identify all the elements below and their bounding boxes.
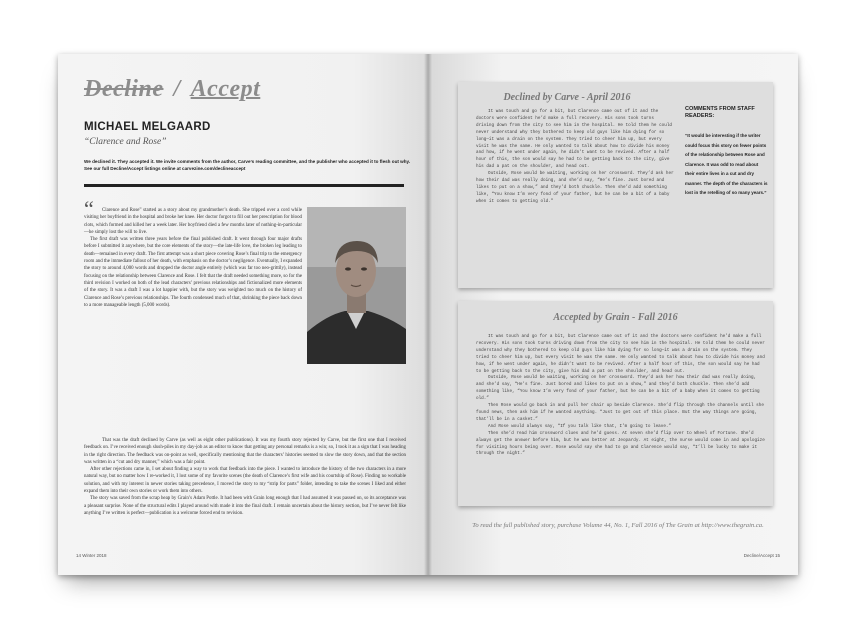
essay-column xyxy=(84,207,302,309)
page-title xyxy=(84,76,260,103)
accepted-excerpt xyxy=(476,334,766,458)
excerpt-paragraph: Outside, Rose would be waiting, working on her crossword. They’d ask her how their dad was really doing, and she’d say, “He’s fine. Just bored and likes to put on a show,” and they’d both chuckle. Then she’d add something like, “You know I’m very fond of your father, but he can be a bit of a baby when it comes to getting old.” xyxy=(476,375,760,402)
purchase-note: To read the full published story, purchase Volume 44, No. 1, Fall 2016 of The Grain at http://www.thegrain.ca. xyxy=(472,522,764,529)
divider-rule xyxy=(84,184,404,187)
excerpt-paragraph: It was touch and go for a bit, but Clarence came out of it and the doctors were confident he’d make a full recovery. His sons took turns driving down from the city to see him in the hospital. He told them he could never understand why they bothered to keep old guys like him dying for so long—it was a drain on the system. They tried to cheer him up, but every visit he was the same. He only wanted to talk about how to divide his money and how, if he went under again, he didn’t want to be revived. After a half hour of this, the son would say he had to be getting back to the city, give his dad a pat on the shoulder, and head out. xyxy=(476,109,672,170)
author-photo xyxy=(307,207,406,364)
accepted-title: Accepted by Grain - Fall 2016 xyxy=(553,312,678,323)
spine-gutter xyxy=(424,54,432,575)
excerpt-paragraph: Then Rose would go back in and pull her chair up beside Clarence. She’d flip through the channels until she found news, then ask him if he wanted anything. “Just to get out of this place. But the way things are going, that’ll be in a casket.” xyxy=(476,403,764,422)
excerpt-paragraph: And Rose would always say, “If you talk like that, I’m going to leave.” xyxy=(488,423,672,429)
essay-paragraph: Clarence and Rose” started as a story about my grandmother’s death. She tripped over a cord while visiting her boyfriend in the hospital and broke her knee. Her doctor forgot to fill out her prescription for blood clots, which formed and killed her a week later. Her boyfriend died a few months later of nothing-in-particular—he simply lost the will to live. xyxy=(84,208,302,235)
magazine-spread xyxy=(58,54,798,575)
staff-comments-text: “It would be interesting if the writer could focus this story on fewer points of the relationship between Rose and Clarence. It was odd to read about their entire lives in a cut and dry manner. The depth of the characters is lost in the retelling of so many years.” xyxy=(685,133,768,195)
declined-excerpt xyxy=(476,109,674,206)
quote-mark-icon: “ xyxy=(84,196,94,221)
page-folio-left: 14 Winter 2018 xyxy=(76,553,107,558)
excerpt-paragraph: Outside, Rose would be waiting, working on her crossword. They’d ask her how their dad was really doing, and she’d say, “He’s fine. Just bored and likes to put on a show,” and they’d both chuckle. Then she’d add something like, “You know I’m very fond of your father, but he can be a bit of a baby when it comes to getting old.” xyxy=(476,171,674,204)
left-page xyxy=(58,54,428,575)
story-title: “Clarence and Rose” xyxy=(84,137,167,147)
essay-full-width xyxy=(84,437,406,517)
declined-title: Declined by Carve - April 2016 xyxy=(503,92,631,103)
excerpt-paragraph: It was touch and go for a bit, but Clarence came out of it and the doctors were confident he’d make a full recovery. His sons took turns driving down from the city to see him in the hospital. He told them he could never understand why they bothered to keep old guys like him dying for so long—it was a drain on the system. They tried to cheer him up, but every visit he was the same. He only wanted to talk about how to divide his money and how, if he went under again, he didn’t want to be revived. After a half hour of this, the son would say he had to be getting back to the city, give his dad a pat on the shoulder, and head out. xyxy=(476,334,765,374)
essay-paragraph: The first draft was written three years before the final published draft. It went through four major drafts before I submitted it anywhere, but the core elements of the story—the late-life love, the broken leg leading to death—remained in every draft. The first attempt was a short piece covering Rose’s final trip to the emergency room and the immediate fallout of her death, with emphasis on the doctor’s negligence. Eventually, I expanded the story to around 4,000 words and dropped the doctor angle entirely (which was far too neo-grittily), instead focusing on the relationship between Clarence and Rose. I felt that the draft needed something more, so for the third revision I worked on both of the lead characters’ previous relationships and fictionalized more elements of the story. It was a draft I was a lot happier with, but the story was weighted too much on the history of Clarence and Rose’s previous relationships. The fourth condensed much of that, shrinking the piece back down to a more manageable length (5,000 words). xyxy=(84,237,302,308)
title-accept: Accept xyxy=(190,76,261,102)
right-page xyxy=(428,54,798,575)
author-portrait-image xyxy=(307,207,406,364)
intro-text: We declined it. They accepted it. We invite comments from the author, Carve’s reading committee, and the publisher who accepted it to flesh out why. See our full Decline/Accept listings online at carvezine.com/declineaccept xyxy=(84,159,411,171)
author-name: MICHAEL MELGAARD xyxy=(84,121,211,133)
accepted-panel xyxy=(458,301,773,506)
essay-paragraph: The story was saved from the scrap heap by Grain’s Adam Pottle. It had been with Grain long enough that I had assumed it was passed on, so its acceptance was a pleasant surprise. None of the structural edits I played around with made it into the final draft. I remain uncertain about the history section, but I’ve never felt like anything I’ve written is perfect—publication is a welcome forced end to revision. xyxy=(84,496,406,516)
title-slash: / xyxy=(173,76,181,102)
title-decline: Decline xyxy=(84,76,164,102)
staff-comments-heading: COMMENTS FROM STAFF READERS: xyxy=(685,106,755,119)
excerpt-paragraph: Then she’d read him crossword clues and he’d guess. At seven she’d flip over to Wheel of Fortune. She’d always get the answer before him, but he was better at Jeopardy. At eight, the nurse would come in and apologize for visiting hours being over. Rose would say she had to go and Clarence would say, “I’ll be lucky to make it through the night.” xyxy=(476,430,765,457)
essay-paragraph: That was the draft declined by Carve (as well as eight other publications). It was my fourth story rejected by Carve, but the first one that I received feedback on. I’ve received enough slush-piles in my day-job as an editor to know that getting any personal remarks is a win; so, I took it as a sign that I was heading in the right direction. The feedback was on-point as well, specifically mentioning that the characters’ histories seemed to slow the story down, and that the section was written in a “cut and dry manner,” which was a fair point. xyxy=(84,438,406,465)
essay-paragraph: After other rejections came in, I set about finding a way to work that feedback into the piece. I wanted to introduce the history of the two characters in a more natural way, but no matter how I re-worked it, I lost some of my favorite scenes (the death of Clarence’s first wife and his courtship of Rose). Finding no workable solution, and with my interest in newer stories taking precedence, I moved the story to my “strip for parts” folder, intending to take the scenes I liked and either expand them into their own stories or work them into others. xyxy=(84,467,406,495)
declined-panel xyxy=(458,82,773,288)
page-folio-right: Decline/Accept 15 xyxy=(743,553,780,558)
